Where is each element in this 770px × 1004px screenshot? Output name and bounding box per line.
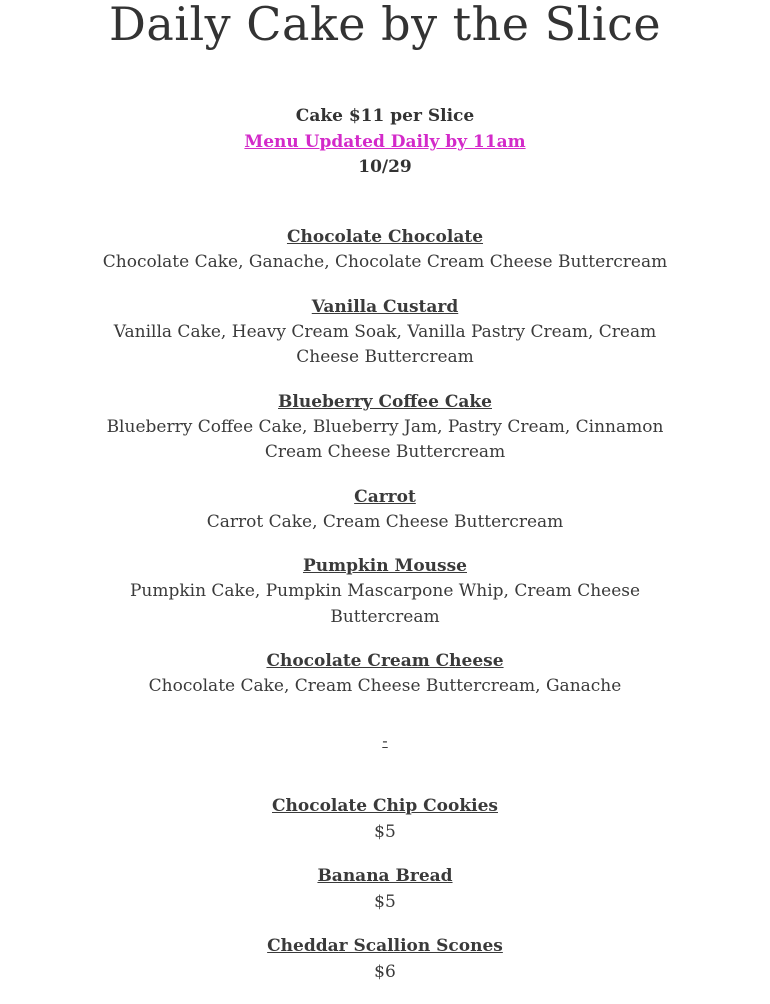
baked-item-name: Cheddar Scallion Scones [267,936,503,956]
cake-item-blueberry-coffee-cake [100,390,670,466]
cake-list [100,225,670,719]
baked-goods-list [100,794,670,1004]
cake-item-carrot [100,485,670,536]
baked-item-banana-bread [100,864,670,915]
page-title: Daily Cake by the Slice [108,0,662,51]
baked-item-cookies [100,794,670,845]
baked-item-name: Chocolate Chip Cookies [272,796,498,816]
baked-item-price: $5 [374,892,396,912]
cake-description: Chocolate Cake, Ganache, Chocolate Cream Cheese Buttercream [102,252,668,272]
menu-intro [0,103,770,179]
cake-name: Blueberry Coffee Cake [278,391,492,412]
cake-name: Chocolate Cream Cheese [266,651,504,671]
section-divider: - [382,731,388,750]
baked-item-name: Banana Bread [317,866,453,886]
cake-description: Blueberry Coffee Cake, Blueberry Jam, Pastry Cream, Cinnamon Cream Cheese Buttercream [106,416,664,462]
cake-item-pumpkin-mousse [100,554,670,630]
menu-date: 10/29 [358,157,412,177]
cake-name: Chocolate Chocolate [286,227,484,247]
cake-name: Pumpkin Mousse [302,556,467,576]
cake-description: Vanilla Cake, Heavy Cream Soak, Vanilla Pastry Cream, Cream Cheese Buttercream [113,321,657,367]
cake-description: Carrot Cake, Cream Cheese Buttercream [206,511,564,532]
baked-item-price: $5 [374,822,396,842]
cake-item-vanilla-custard [100,295,670,371]
cake-description: Chocolate Cake, Cream Cheese Buttercream, Ganache [148,676,622,696]
cake-item-chocolate-cream-cheese [100,649,670,700]
cake-name: Vanilla Custard [311,296,459,317]
cake-item-chocolate-chocolate [100,225,670,276]
baked-item-price: $6 [374,962,396,982]
menu-updated-link[interactable]: Menu Updated Daily by 11am [244,132,526,152]
slice-price: Cake $11 per Slice [295,106,475,126]
cake-description: Pumpkin Cake, Pumpkin Mascarpone Whip, Cream Cheese Buttercream [129,581,641,627]
cake-name: Carrot [354,486,416,507]
baked-item-scones [100,934,670,985]
